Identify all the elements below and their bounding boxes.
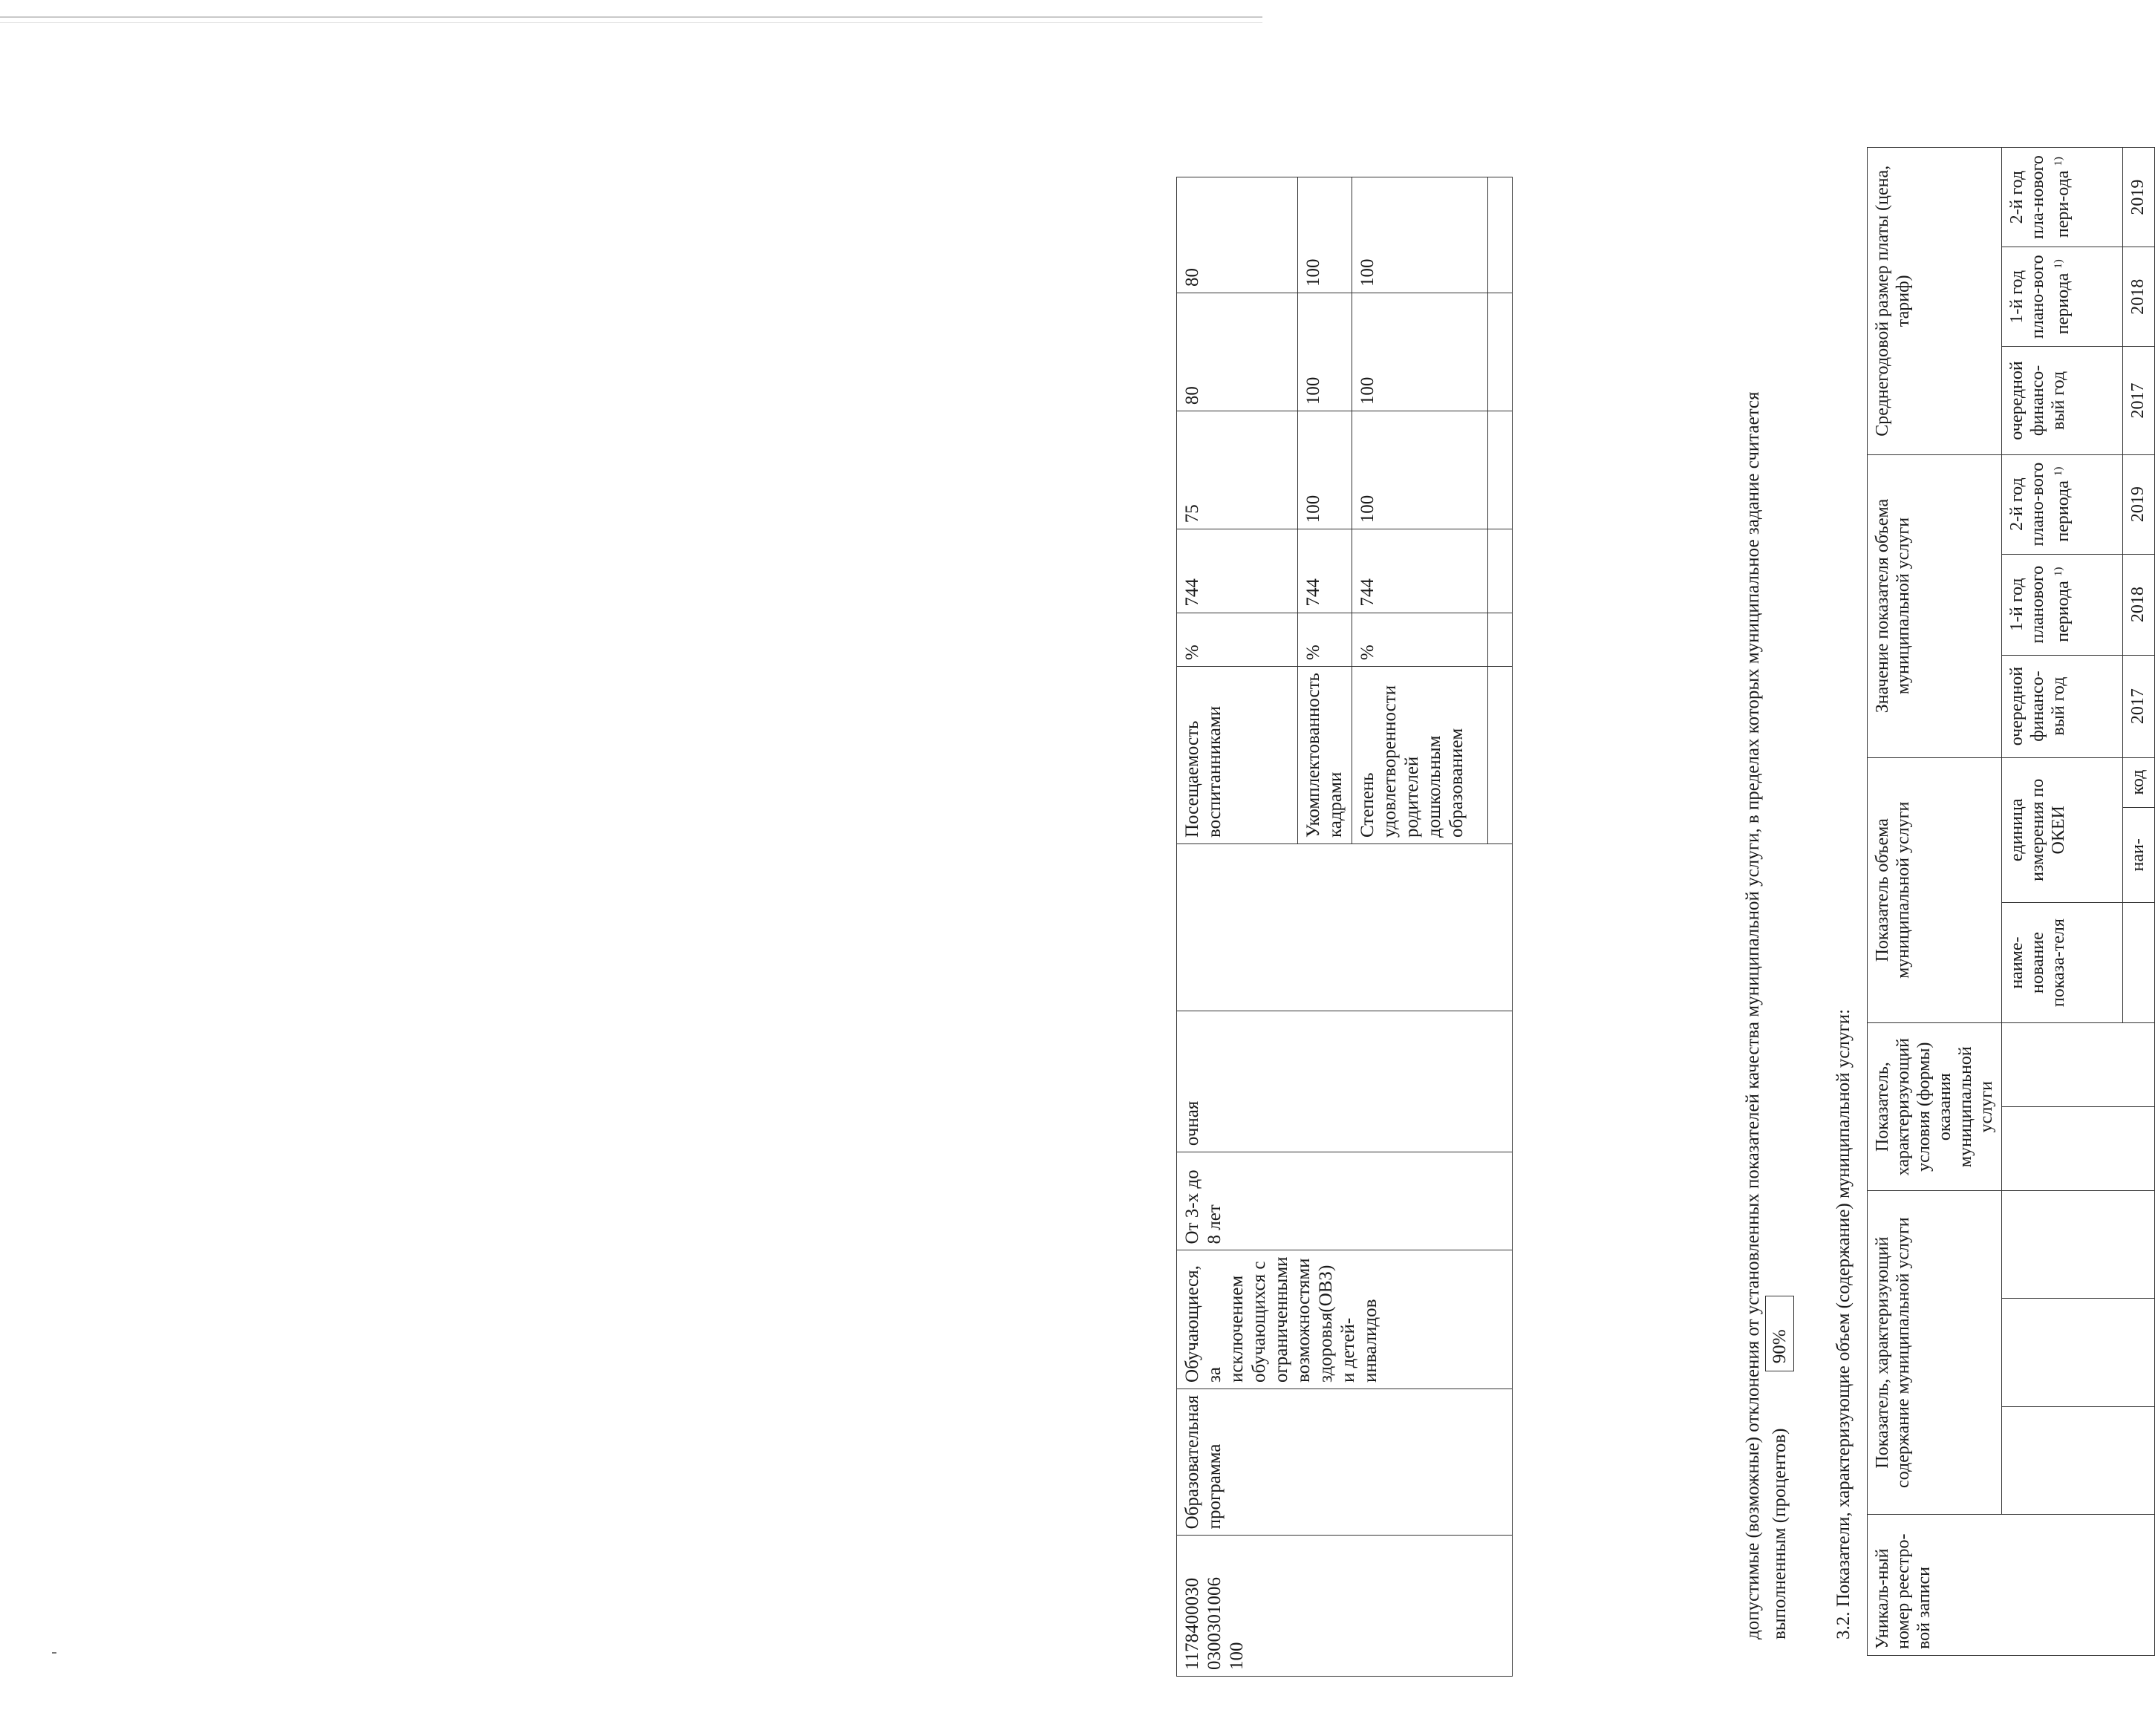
table-row (1177, 177, 1298, 1677)
value-2018: 100 (1352, 293, 1488, 411)
header-nai: наи- (2123, 807, 2155, 903)
value-2017: 100 (1298, 411, 1352, 529)
scan-edge-line (0, 16, 1262, 18)
volume-table (1867, 147, 2155, 1656)
quality-table (1176, 177, 1513, 1677)
value-2017: 100 (1352, 411, 1488, 529)
rotated-page (1059, 126, 2148, 1736)
header-second-plan-year: 2-й год плано-вого периода $^{1)}$ (2002, 454, 2123, 554)
value-2019: 100 (1298, 177, 1352, 293)
table-header-row (2002, 148, 2123, 1656)
empty-cell (1177, 844, 1513, 1011)
header-first-plan-year-fee: 1-й год плано-вого периода $^{1)}$ (2002, 247, 2123, 347)
registry-code: 1178400030 0300301006 100 (1177, 1536, 1513, 1677)
indicator-name: Степень удовлетворенности родителей дошкольным образованием (1352, 667, 1488, 844)
header-value: Значение показателя объема муниципальной услуги (1868, 454, 2002, 757)
year-cell: 2018 (2123, 554, 2155, 655)
header-next-year: очередной финансо-вый год (2002, 655, 2123, 757)
header-unique-number: Уникаль-ный номер реестро-вой записи (1868, 1515, 2155, 1656)
category-cell: Обучающиеся, за исключением обучающихся с ограниченными возможностями здоровья(ОВЗ) и детей-инвалидов (1177, 1250, 1513, 1389)
header-kod: код (2123, 757, 2155, 807)
year-cell: 2017 (2123, 655, 2155, 757)
indicator-name: Посещаемость воспитанниками (1177, 667, 1298, 844)
header-conditions: Показатель, характеризующий условия (формы) оказания муниципальной услуги (1868, 1023, 2002, 1191)
year-cell: 2019 (2123, 148, 2155, 247)
program-cell: Образовательная программа (1177, 1389, 1513, 1535)
section-heading: 3.2. Показатели, характеризующие объем (содержание) муниципальной услуги: (1833, 1008, 1854, 1639)
indicator-okei: 744 (1177, 529, 1298, 613)
header-first-plan-year: 1-й год планового периода $^{1)}$ (2002, 554, 2123, 655)
value-2018: 100 (1298, 293, 1352, 411)
value-2019: 80 (1177, 177, 1298, 293)
value-2017: 75 (1177, 411, 1298, 529)
scan-edge-line (0, 22, 1262, 23)
age-cell: От 3-х до 8 лет (1177, 1152, 1513, 1250)
deviation-paragraph: допустимые (возможные) отклонения от установленных показателей качества муниципальной услуги, в пределах которых муниципальное задание считается выполненным (процентов) 90% (1741, 154, 1794, 1639)
indicator-name: Укомплектованность кадрами (1298, 667, 1352, 844)
year-cell: 2017 (2123, 347, 2155, 454)
scan-mark (52, 1652, 56, 1654)
header-volume: Показатель объема муниципальной услуги (1868, 757, 2002, 1023)
indicator-okei: 744 (1298, 529, 1352, 613)
header-indicator-name: наиме-нование показа-теля (2002, 903, 2123, 1023)
table-header-row (1868, 148, 2002, 1656)
indicator-unit: % (1352, 613, 1488, 666)
form-cell: очная (1177, 1011, 1513, 1152)
deviation-percent: 90% (1765, 1296, 1794, 1371)
indicator-unit: % (1177, 613, 1298, 666)
header-content: Показатель, характеризующий содержание муниципальной услуги (1868, 1191, 2002, 1515)
year-cell: 2018 (2123, 247, 2155, 347)
header-second-plan-year-fee: 2-й год пла-нового пери-ода $^{1)}$ (2002, 148, 2123, 247)
year-cell: 2019 (2123, 454, 2155, 554)
value-2019: 100 (1352, 177, 1488, 293)
indicator-unit: % (1298, 613, 1352, 666)
header-next-year-fee: очередной финансо-вый год (2002, 347, 2123, 454)
header-fee: Среднегодовой размер платы (цена, тариф) (1868, 148, 2002, 455)
indicator-okei: 744 (1352, 529, 1488, 613)
header-unit-okei: единица измерения по ОКЕИ (2002, 757, 2123, 903)
value-2018: 80 (1177, 293, 1298, 411)
